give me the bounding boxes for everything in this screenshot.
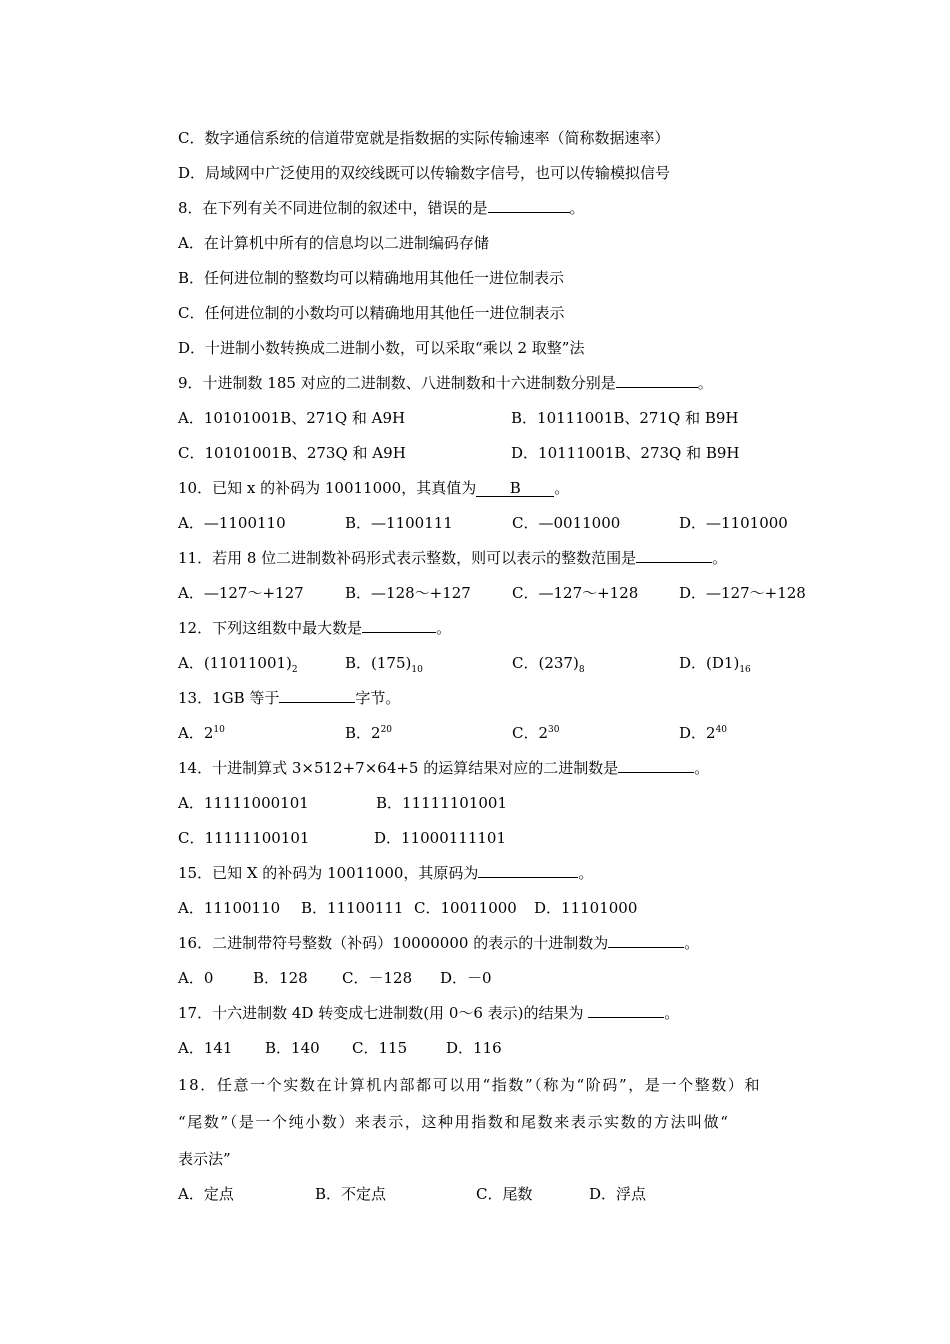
question-text: 17．十六进制数 4D 转变成七进制数(用 0～6 表示)的结果为 bbox=[178, 1004, 589, 1022]
question-text: 11．若用 8 位二进制数补码形式表示整数，则可以表示的整数范围是 bbox=[178, 549, 637, 567]
question-18-line-1: 18．任意一个实数在计算机内部都可以用“指数”（称为“阶码”，是一个整数）和 bbox=[178, 1076, 762, 1094]
q13-option-b: B．$2^{20}$ bbox=[345, 724, 393, 742]
answer-blank bbox=[478, 877, 578, 878]
question-end: 。 bbox=[569, 199, 585, 217]
q9-option-c: C．10101001B、273Q 和 A9H bbox=[178, 444, 406, 462]
question-text: 12．下列这组数中最大数是 bbox=[178, 619, 363, 637]
question-end: 。 bbox=[554, 479, 570, 497]
q9-options-row-2 bbox=[178, 443, 818, 463]
q11-option-b: B．—128～+127 bbox=[345, 584, 471, 602]
q14-option-a: A．11111000101 bbox=[178, 794, 309, 812]
q16-option-b: B．128 bbox=[253, 969, 308, 987]
question-18-line-3: 表示法” bbox=[178, 1150, 231, 1168]
q8-option-b: B．任何进位制的整数均可以精确地用其他任一进位制表示 bbox=[178, 269, 565, 287]
question-text: 13．1GB 等于 bbox=[178, 689, 280, 707]
q13-option-a: A．$2^{10}$ bbox=[178, 724, 225, 742]
q11-option-d: D．—127～+128 bbox=[679, 584, 806, 602]
question-end: 。 bbox=[712, 549, 728, 567]
q14-options-row-1 bbox=[178, 793, 818, 813]
answer-blank bbox=[279, 702, 355, 703]
question-end: 。 bbox=[436, 619, 452, 637]
question-end: 字节。 bbox=[355, 689, 401, 707]
q18-option-c: C．尾数 bbox=[476, 1185, 533, 1203]
question-18-line-2: “尾数”（是一个纯小数）来表示，这种用指数和尾数来表示实数的方法叫做“ bbox=[178, 1113, 730, 1131]
answer-blank bbox=[616, 387, 698, 388]
question-end: 。 bbox=[684, 934, 700, 952]
q12-option-a: A．$(11011001)_2$ bbox=[178, 654, 298, 675]
answer-blank-filled: B bbox=[476, 480, 554, 497]
q15-options bbox=[178, 898, 818, 918]
question-11 bbox=[178, 548, 727, 568]
q18-option-b: B．不定点 bbox=[315, 1185, 387, 1203]
question-end: 。 bbox=[697, 374, 713, 392]
q11-options bbox=[178, 583, 818, 603]
q14-option-d: D．11000111101 bbox=[374, 829, 507, 847]
question-text: 10．已知 x 的补码为 10011000，其真值为 bbox=[178, 479, 477, 497]
q7-option-d: D．局域网中广泛使用的双绞线既可以传输数字信号，也可以传输模拟信号 bbox=[178, 164, 671, 182]
q11-option-c: C．—127～+128 bbox=[512, 584, 639, 602]
q17-options bbox=[178, 1038, 818, 1058]
answer-blank bbox=[488, 212, 570, 213]
q12-option-d: D．$(D1)_{16}$ bbox=[679, 654, 751, 675]
q9-option-a: A．10101001B、271Q 和 A9H bbox=[178, 409, 406, 427]
q15-option-d: D．11101000 bbox=[534, 899, 638, 917]
q14-option-b: B．11111101001 bbox=[376, 794, 508, 812]
question-13 bbox=[178, 688, 400, 708]
question-text: 15．已知 X 的补码为 10011000，其原码为 bbox=[178, 864, 479, 882]
answer-blank bbox=[588, 1017, 664, 1018]
question-8 bbox=[178, 198, 585, 218]
q13-options bbox=[178, 723, 818, 743]
q17-option-b: B．140 bbox=[265, 1039, 320, 1057]
question-text: 16．二进制带符号整数（补码）10000000 的表示的十进制数为 bbox=[178, 934, 609, 952]
q16-option-a: A．0 bbox=[178, 969, 214, 987]
q14-options-row-2 bbox=[178, 828, 818, 848]
q13-option-d: D．$2^{40}$ bbox=[679, 724, 728, 742]
q15-option-b: B．11100111 bbox=[301, 899, 404, 917]
question-16 bbox=[178, 933, 699, 953]
q16-option-c: C．－128 bbox=[342, 969, 413, 987]
q12-option-b: B．$(175)_{10}$ bbox=[345, 654, 423, 675]
q12-option-c: C．$(237)_8$ bbox=[512, 654, 585, 675]
q17-option-d: D．116 bbox=[446, 1039, 502, 1057]
answer-blank bbox=[608, 947, 684, 948]
q17-option-c: C．115 bbox=[352, 1039, 408, 1057]
q8-option-a: A．在计算机中所有的信息均以二进制编码存储 bbox=[178, 234, 489, 252]
q18-option-d: D．浮点 bbox=[589, 1185, 647, 1203]
q10-option-c: C．—0011000 bbox=[512, 514, 621, 532]
q7-option-c: C．数字通信系统的信道带宽就是指数据的实际传输速率（简称数据速率） bbox=[178, 129, 670, 147]
q8-option-d: D．十进制小数转换成二进制小数，可以采取“乘以 2 取整”法 bbox=[178, 339, 585, 357]
q15-option-c: C．10011000 bbox=[414, 899, 517, 917]
q10-option-b: B．—1100111 bbox=[345, 514, 453, 532]
q12-options bbox=[178, 653, 818, 673]
answer-blank bbox=[362, 632, 436, 633]
question-text: 8．在下列有关不同进位制的叙述中，错误的是 bbox=[178, 199, 488, 217]
question-14 bbox=[178, 758, 709, 778]
q13-option-c: C．$2^{30}$ bbox=[512, 724, 560, 742]
q10-option-a: A．—1100110 bbox=[178, 514, 286, 532]
question-end: 。 bbox=[664, 1004, 680, 1022]
q10-options bbox=[178, 513, 818, 533]
question-12 bbox=[178, 618, 451, 638]
question-9 bbox=[178, 373, 713, 393]
q14-option-c: C．11111100101 bbox=[178, 829, 310, 847]
q9-option-d: D．10111001B、273Q 和 B9H bbox=[511, 444, 740, 462]
question-end: 。 bbox=[578, 864, 594, 882]
q8-option-c: C．任何进位制的小数均可以精确地用其他任一进位制表示 bbox=[178, 304, 565, 322]
question-text: 14．十进制算式 3×512+7×64+5 的运算结果对应的二进制数是 bbox=[178, 759, 619, 777]
answer-blank bbox=[636, 562, 712, 563]
q16-options bbox=[178, 968, 818, 988]
q17-option-a: A．141 bbox=[178, 1039, 233, 1057]
question-text: 9．十进制数 185 对应的二进制数、八进制数和十六进制数分别是 bbox=[178, 374, 616, 392]
q16-option-d: D．－0 bbox=[440, 969, 492, 987]
question-10 bbox=[178, 478, 569, 498]
q18-options bbox=[178, 1184, 818, 1204]
q15-option-a: A．11100110 bbox=[178, 899, 281, 917]
q11-option-a: A．—127～+127 bbox=[178, 584, 304, 602]
question-17 bbox=[178, 1003, 679, 1023]
question-end: 。 bbox=[694, 759, 710, 777]
q9-option-b: B．10111001B、271Q 和 B9H bbox=[511, 409, 739, 427]
answer-blank bbox=[618, 772, 694, 773]
question-15 bbox=[178, 863, 593, 883]
q9-options-row-1 bbox=[178, 408, 818, 428]
q18-option-a: A．定点 bbox=[178, 1185, 234, 1203]
q10-option-d: D．—1101000 bbox=[679, 514, 788, 532]
